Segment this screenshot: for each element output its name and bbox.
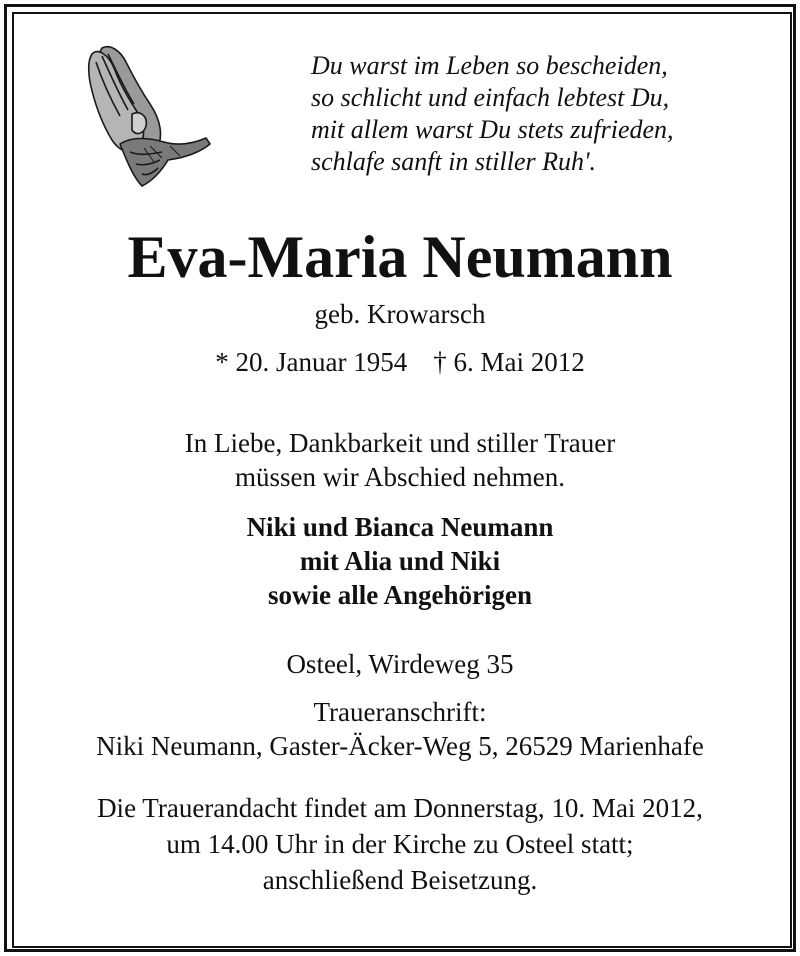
service-line: um 14.00 Uhr in der Kirche zu Osteel statt; [166,829,634,859]
praying-hands-icon [80,40,220,190]
poem-line: so schlicht und einfach lebtest Du, [311,83,670,112]
address-line: Niki Neumann, Gaster-Äcker-Weg 5, 26529 Marienhafe [96,731,704,761]
poem-line: Du warst im Leben so bescheiden, [311,51,668,80]
birth-date: * 20. Januar 1954 [215,347,408,377]
family-line: sowie alle Angehörigen [268,580,532,610]
deceased-name: Eva-Maria Neumann [127,224,673,290]
address-label: Traueranschrift: [313,697,487,727]
mourning-address [0,695,800,763]
poem-line: schlafe sanft in stiller Ruh'. [311,147,597,176]
family-line: Niki und Bianca Neumann [246,512,554,542]
family-place: Osteel, Wirdeweg 35 [286,649,514,679]
family-names [0,510,800,612]
mourning-text [0,426,800,494]
death-date: † 6. Mai 2012 [433,347,585,377]
mourning-line: müssen wir Abschied nehmen. [235,462,565,492]
service-line: Die Trauerandacht findet am Donnerstag, 10. Mai 2012, [97,793,703,823]
service-info [0,790,800,898]
life-dates [0,345,800,379]
birth-name: geb. Krowarsch [314,299,486,329]
service-line: anschließend Beisetzung. [262,865,538,895]
poem-line: mit allem warst Du stets zufrieden, [311,115,674,144]
mourning-line: In Liebe, Dankbarkeit und stiller Trauer [184,428,616,458]
poem [311,50,674,178]
family-line: mit Alia und Niki [299,546,501,576]
